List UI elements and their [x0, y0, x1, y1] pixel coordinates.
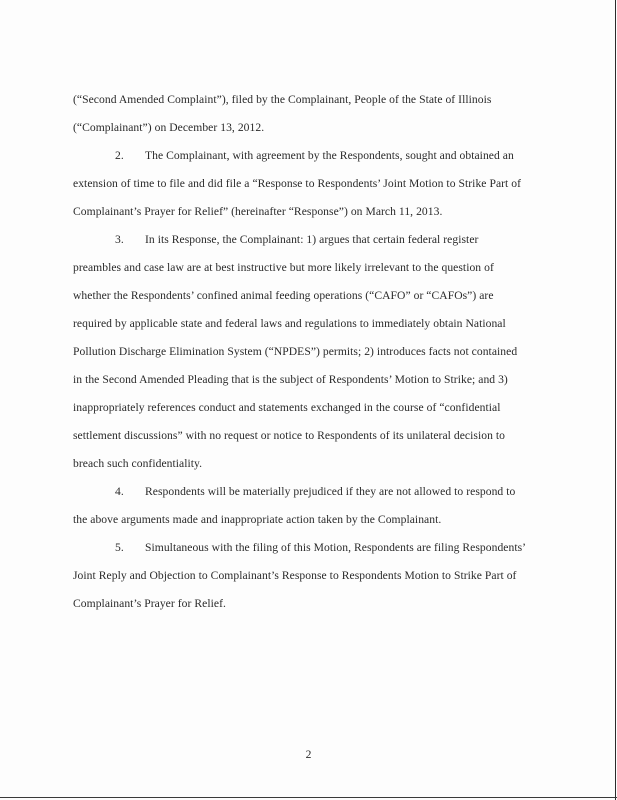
paragraph-text: Respondents will be materially prejudiced if they are not allowed to respond to: [145, 485, 516, 498]
paragraph-4-line: the above arguments made and inappropriate action taken by the Complainant.: [73, 513, 442, 526]
paragraph-2-line: extension of time to file and did file a “Response to Respondents’ Joint Motion to Strike Part of: [73, 177, 522, 190]
paragraph-text: In its Response, the Complainant: 1) argues that certain federal register: [145, 233, 479, 246]
paragraph-number: 3.: [115, 233, 124, 246]
paragraph-3-line: inappropriately references conduct and statements exchanged in the course of “confidential: [73, 401, 501, 414]
continuation-line-1: (“Second Amended Complaint”), filed by the Complainant, People of the State of Illinois: [73, 93, 492, 106]
paragraph-number: 5.: [115, 541, 124, 554]
paragraph-3-line: settlement discussions” with no request or notice to Respondents of its unilateral decision to: [73, 429, 505, 442]
paragraph-5-line: Complainant’s Prayer for Relief.: [73, 597, 226, 610]
paragraph-3-line: breach such confidentiality.: [73, 457, 203, 470]
paragraph-2-first-line: [115, 149, 514, 162]
paragraph-number: 2.: [115, 149, 124, 162]
paragraph-number: 4.: [115, 485, 124, 498]
page-number: 2: [305, 748, 312, 761]
page-edge-right: [615, 0, 616, 800]
paragraph-4-first-line: [115, 485, 515, 498]
paragraph-3-line: whether the Respondents’ confined animal feeding operations (“CAFO” or “CAFOs”) are: [73, 289, 494, 302]
paragraph-5-first-line: [115, 541, 526, 554]
paragraph-3-line: required by applicable state and federal laws and regulations to immediately obtain National: [73, 317, 506, 330]
continuation-line-2: (“Complainant”) on December 13, 2012.: [73, 121, 265, 134]
paragraph-3-line: in the Second Amended Pleading that is the subject of Respondents’ Motion to Strike; and 3): [73, 373, 508, 386]
paragraph-3-line: Pollution Discharge Elimination System (“NPDES”) permits; 2) introduces facts not contained: [73, 345, 518, 358]
paragraph-2-line: Complainant’s Prayer for Relief” (hereinafter “Response”) on March 11, 2013.: [73, 205, 443, 218]
paragraph-text: Simultaneous with the filing of this Motion, Respondents are filing Respondents’: [145, 541, 527, 554]
paragraph-3-line: preambles and case law are at best instructive but more likely irrelevant to the question of: [73, 261, 494, 274]
paragraph-3-first-line: [115, 233, 478, 246]
paragraph-text: The Complainant, with agreement by the Respondents, sought and obtained an: [145, 149, 514, 162]
paragraph-5-line: Joint Reply and Objection to Complainant’s Response to Respondents Motion to Strike Part of: [73, 569, 517, 582]
page-edge-bottom: [0, 797, 617, 798]
